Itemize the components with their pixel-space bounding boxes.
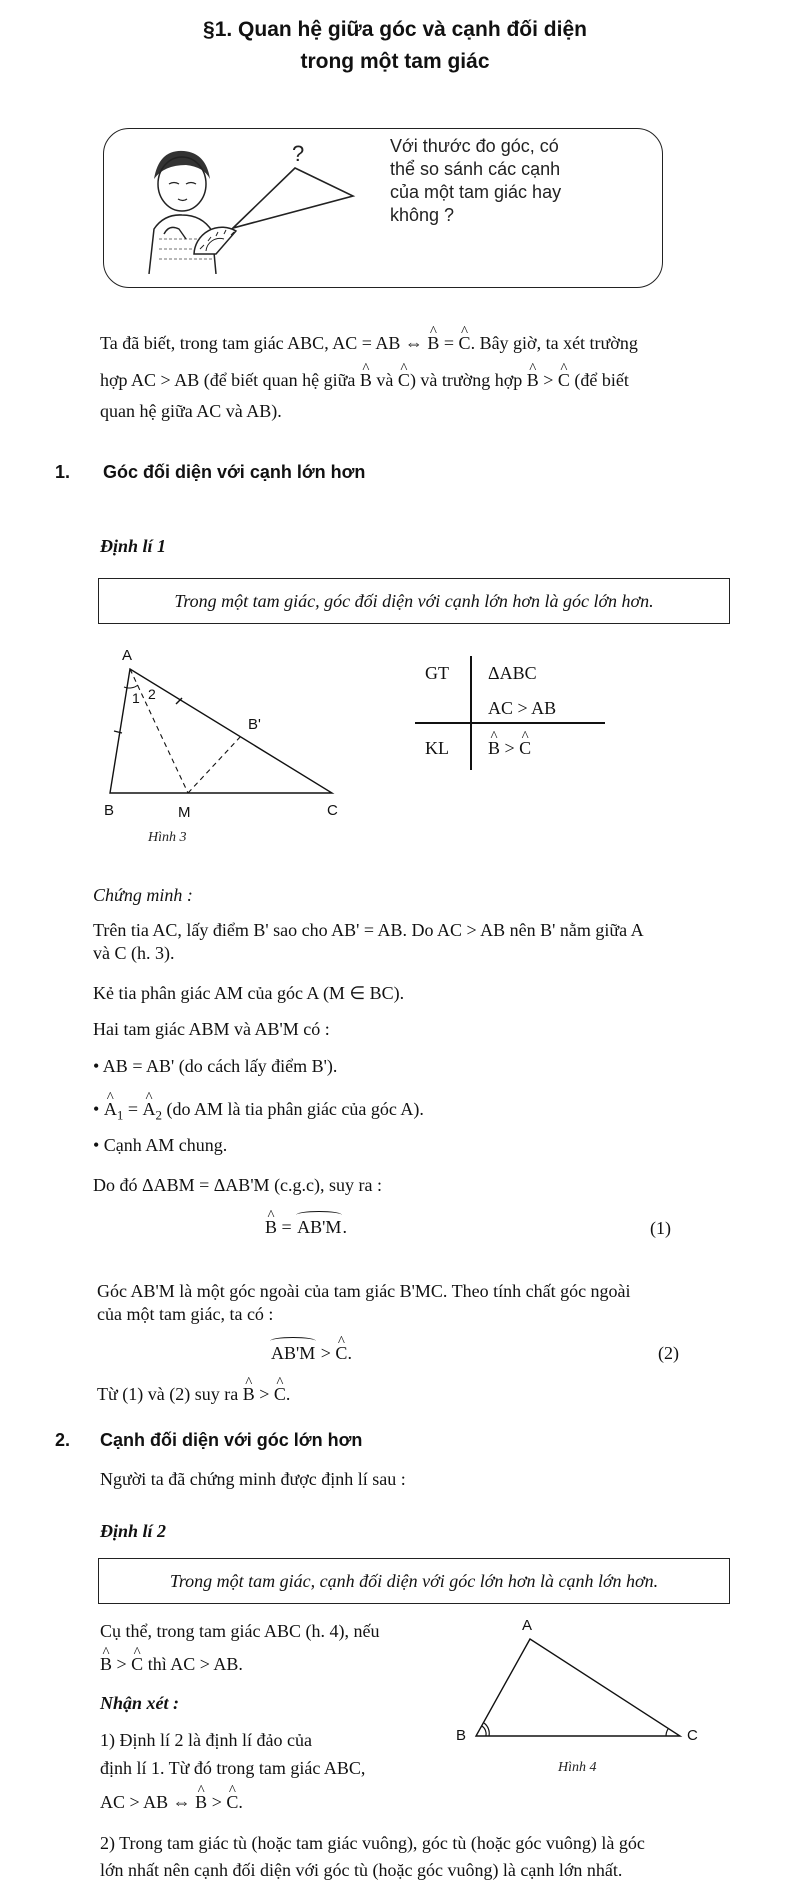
remark-label: Nhận xét : xyxy=(100,1693,180,1713)
fig3-angle-arc xyxy=(124,685,138,688)
student-eye xyxy=(169,183,196,185)
proof-p5b: của một tam giác, ta có : xyxy=(97,1304,274,1324)
proof-bullet-2: • ^ $A_1$ = ^ $A_2$ (do AM là tia phân giác của góc A). xyxy=(93,1096,424,1129)
remark-2b: lớn nhất nên cạnh đối diện với góc tù (hoặc góc vuông) là cạnh lớn nhất. xyxy=(100,1860,623,1880)
intro-question: Với thước đo góc, có thể so sánh các cạnh của một tam giác hay không ? xyxy=(390,136,562,225)
intro-triangle xyxy=(229,164,359,234)
fig4-label-B: B xyxy=(456,1727,467,1744)
theorem-2-box xyxy=(98,1558,730,1604)
fig3-label-C: C xyxy=(327,802,338,819)
student-illustration xyxy=(124,139,244,274)
fig4-angle-B-arc xyxy=(482,1726,486,1736)
kl-label: KL xyxy=(425,738,449,758)
remark-1c: AC > AB ⇔ ^ B > ^ C. xyxy=(100,1789,243,1816)
fig3-label-B: B xyxy=(104,802,115,819)
proof-conclusion: Từ (1) và (2) suy ra ^ B > ^ C. xyxy=(97,1381,290,1408)
theorem-1-label: Định lí 1 xyxy=(100,536,167,556)
proof-p1a: Trên tia AC, lấy điểm B' sao cho AB' = AB. Do AC > AB nên B' nằm giữa A xyxy=(93,920,644,940)
equation-2: AB'M > ^ C. xyxy=(270,1340,352,1367)
section-2-heading: Cạnh đối diện với góc lớn hơn xyxy=(100,1430,363,1450)
proof-p5a: Góc AB'M là một góc ngoài của tam giác B'MC. Theo tính chất góc ngoài xyxy=(97,1281,631,1301)
section-2-number: 2. xyxy=(55,1430,71,1450)
proof-p3: Hai tam giác ABM và AB'M có : xyxy=(93,1019,330,1039)
question-mark-icon: ? xyxy=(292,141,305,166)
gt-kl-horizontal-divider xyxy=(415,722,605,724)
theorem-2-label: Định lí 2 xyxy=(100,1521,167,1541)
student-arm xyxy=(164,227,186,239)
fig4-label-A: A xyxy=(522,1617,533,1634)
kl-item: ^ B > ^ C xyxy=(488,735,531,762)
figure-4-caption: Hình 4 xyxy=(558,1760,597,1775)
fig4-label-C: C xyxy=(687,1727,698,1744)
fig3-tick-AB xyxy=(114,731,122,733)
remark-2a: 2) Trong tam giác tù (hoặc tam giác vuông), góc tù (hoặc góc vuông) là góc xyxy=(100,1833,645,1853)
proof-bullet-3: • Cạnh AM chung. xyxy=(93,1135,228,1155)
gt-item-1: ΔABC xyxy=(488,663,537,683)
equation-2-number: (2) xyxy=(658,1343,679,1363)
section-2-c1: Cụ thể, trong tam giác ABC (h. 4), nếu xyxy=(100,1621,380,1641)
student-mouth xyxy=(178,199,187,201)
fig3-angle-1: 1 xyxy=(132,690,140,706)
fig3-angle-2: 2 xyxy=(148,686,156,702)
page-subtitle: trong một tam giác xyxy=(300,50,490,73)
equation-1-number: (1) xyxy=(650,1218,671,1238)
student-hair xyxy=(154,151,210,179)
section-1-number: 1. xyxy=(55,462,71,482)
fig4-triangle xyxy=(476,1639,680,1736)
figure-4 xyxy=(452,1615,712,1750)
fig3-label-M: M xyxy=(178,804,191,821)
figure-3 xyxy=(90,645,360,845)
theorem-2-text: Trong một tam giác, cạnh đối diện với góc lớn hơn là cạnh lớn hơn. xyxy=(169,1571,659,1591)
figure-3-caption: Hình 3 xyxy=(148,830,187,845)
proof-label: Chứng minh : xyxy=(93,885,193,905)
gt-label: GT xyxy=(425,663,449,683)
fig3-label-A: A xyxy=(122,647,133,664)
page-title: §1. Quan hệ giữa góc và cạnh đối diện xyxy=(203,18,587,41)
proof-p1b: và C (h. 3). xyxy=(93,943,175,963)
section-2-c2: ^ B > ^ C thì AC > AB. xyxy=(100,1651,243,1678)
fig4-angle-C-arc xyxy=(666,1729,668,1736)
remark-1a: 1) Định lí 2 là định lí đảo của xyxy=(100,1730,312,1750)
intro-line-2: hợp AC > AB (để biết quan hệ giữa ^ B và ^ C) và trường hợp ^ B > ^ C (để biết xyxy=(100,367,629,394)
fig3-triangle xyxy=(110,669,332,793)
proof-p2: Kẻ tia phân giác AM của góc A (M ∈ BC). xyxy=(93,983,405,1003)
intro-box xyxy=(103,128,663,288)
section-2-intro: Người ta đã chứng minh được định lí sau : xyxy=(100,1469,406,1489)
fig3-segment-BprimeM xyxy=(188,735,242,793)
proof-bullet-1: • AB = AB' (do cách lấy điểm B'). xyxy=(93,1056,338,1076)
gt-kl-vertical-divider xyxy=(470,656,472,770)
gt-kl-table xyxy=(415,650,605,770)
intro-line-3: quan hệ giữa AC và AB). xyxy=(100,401,282,421)
proof-p4: Do đó ΔABM = ΔAB'M (c.g.c), suy ra : xyxy=(93,1175,383,1195)
gt-item-2: AC > AB xyxy=(488,698,557,718)
theorem-1-text: Trong một tam giác, góc đối diện với cạnh lớn hơn là góc lớn hơn. xyxy=(174,591,654,611)
remark-1b: định lí 1. Từ đó trong tam giác ABC, xyxy=(100,1758,366,1778)
theorem-1-box xyxy=(98,578,730,624)
equation-1: ^ B = AB'M. xyxy=(265,1214,347,1241)
section-1-heading: Góc đối diện với cạnh lớn hơn xyxy=(103,462,366,482)
intro-line-1: Ta đã biết, trong tam giác ABC, AC = AB ⇔ ^ B = ^ C. Bây giờ, ta xét trường xyxy=(100,330,638,357)
fig3-label-Bprime: B' xyxy=(248,716,261,733)
